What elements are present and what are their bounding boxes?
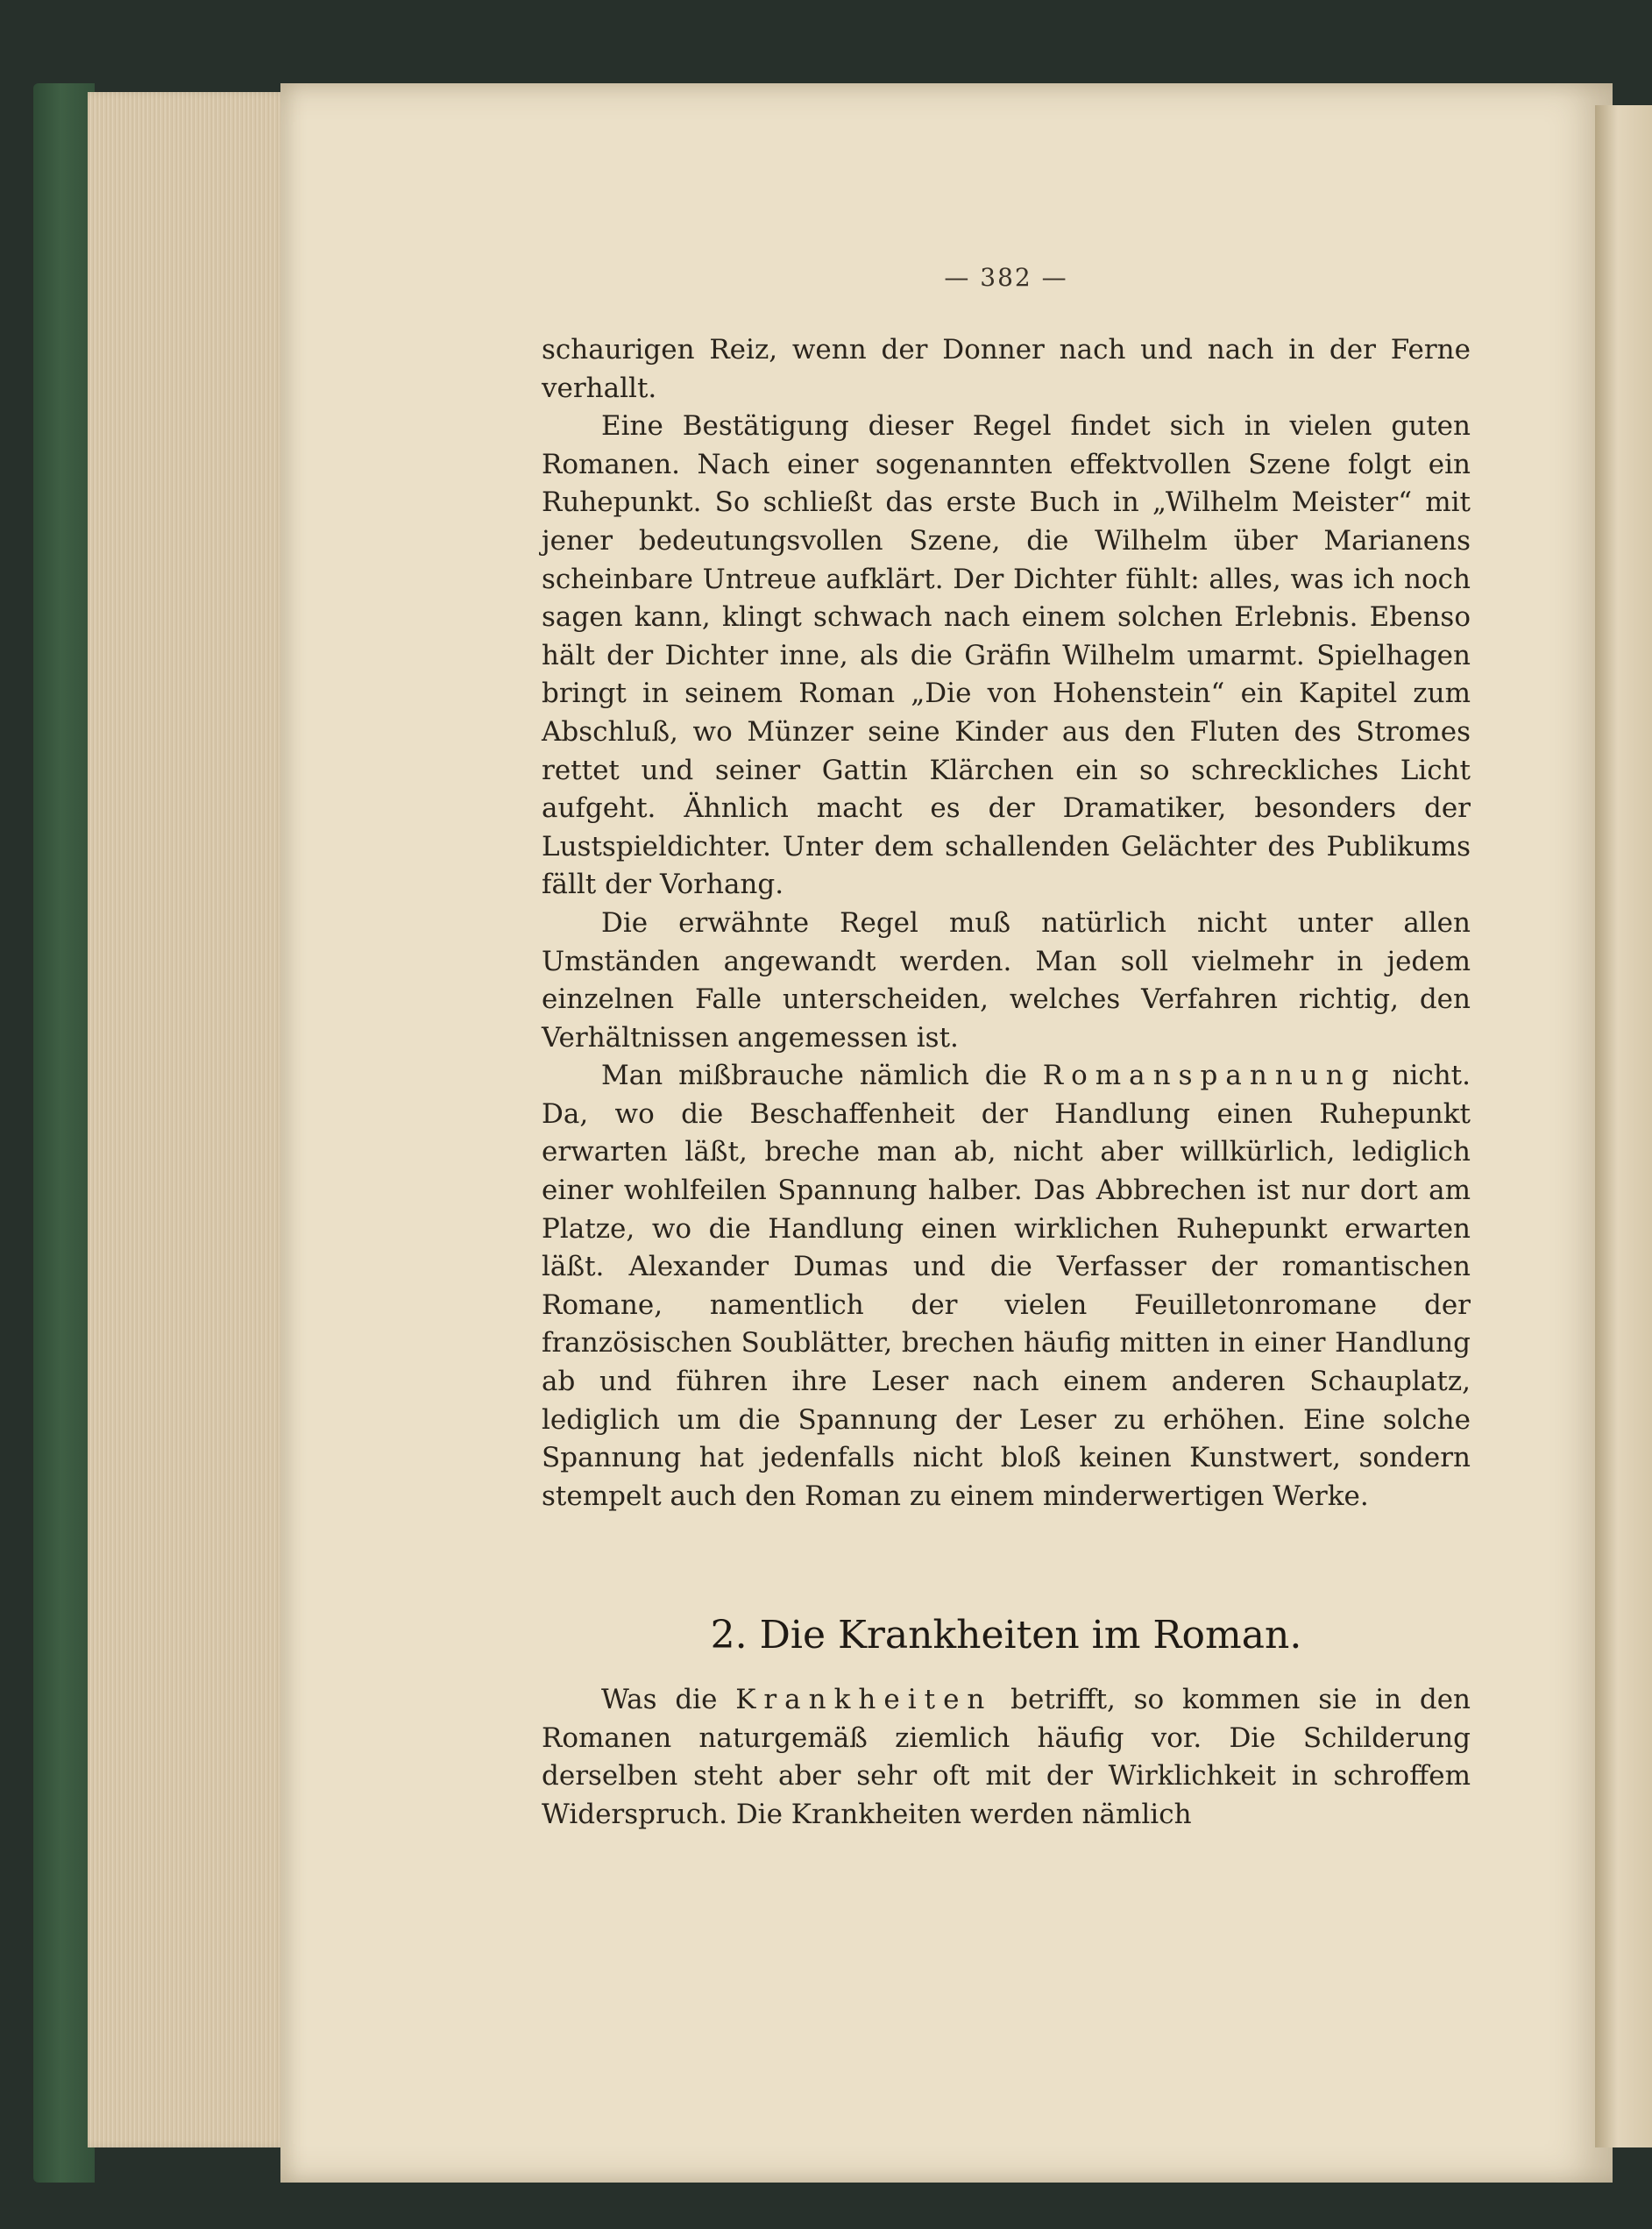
page-block-edges [88,92,289,2147]
section-paragraph [542,1681,1471,1834]
section-paragraph-rest: betrifft, so kommen sie in den Romanen naturgemäß ziemlich häufig vor. Die Schilderung derselben steht aber sehr oft mit der Wirklichkeit in schroffem Widerspruch. Die Krankheiten werden nämlich [542,1684,1471,1830]
section-text [542,1681,1471,1834]
paragraph-4-start: Man mißbrauche nämlich die [601,1060,1043,1092]
section-paragraph-start: Was die [601,1684,736,1715]
book-cover-edge [33,83,95,2183]
page-number: — 382 — [944,263,1068,292]
paragraph-1: schaurigen Reiz, wenn der Donner nach und nach in der Ferne verhallt. [542,334,1471,404]
paragraph-3: Die erwähnte Regel muß natürlich nicht unter allen Umständen angewandt werden. Man soll vielmehr in jedem einzelnen Falle unterscheiden, welches Verfahren richtig, den Verhältnissen angemessen ist. [542,906,1471,1054]
paragraph-4 [542,1057,1471,1516]
paragraph-4-rest: nicht. Da, wo die Beschaffenheit der Handlung einen Ruhepunkt erwarten läßt, breche man ab, nicht aber willkürlich, lediglich einer wohlfeilen Spannung halber. Das Abbrechen ist nur dort am Platze, wo die Handlung einen wirklichen Ruhepunkt erwarten läßt. Alexander Dumas und die Verfasser der romantischen Romane, namentlich der vielen Feuilletonromane der französischen Soublätter, brechen häufig mitten in einer Handlung ab und führen ihre Leser nach einem anderen Schauplatz, lediglich um die Spannung der Leser zu erhöhen. Eine solche Spannung hat jedenfalls nicht bloß keinen Kunstwert, sondern stempelt auch den Roman zu einem minderwertigen Werke. [542,1060,1471,1512]
emphasis-romanspannung: Romanspannung [1042,1060,1377,1092]
next-page-gutter [1595,105,1652,2147]
emphasis-krankheiten: Krankheiten [735,1684,993,1715]
paragraph-2: Eine Bestätigung dieser Regel findet sich in vielen guten Romanen. Nach einer sogenannten effektvollen Szene folgt ein Ruhepunkt. So schließt das erste Buch in „Wilhelm Meister“ mit jener bedeutungsvollen Szene, die Wilhelm über Marianens scheinbare Untreue aufklärt. Der Dichter fühlt: alles, was ich noch sagen kann, klingt schwach nach einem solchen Erlebnis. Ebenso hält der Dichter inne, als die Gräfin Wilhelm umarmt. Spielhagen bringt in seinem Roman „Die von Hohenstein“ ein Kapitel zum Abschluß, wo Münzer seine Kinder aus den Fluten des Stromes rettet und seiner Gattin Klärchen ein so schreckliches Licht aufgeht. Ähnlich macht es der Dramatiker, besonders der Lustspieldichter. Unter dem schallenden Gelächter des Publikums fällt der Vorhang. [542,410,1471,901]
section-heading: 2. Die Krankheiten im Roman. [710,1613,1302,1658]
body-text [542,331,1471,1516]
